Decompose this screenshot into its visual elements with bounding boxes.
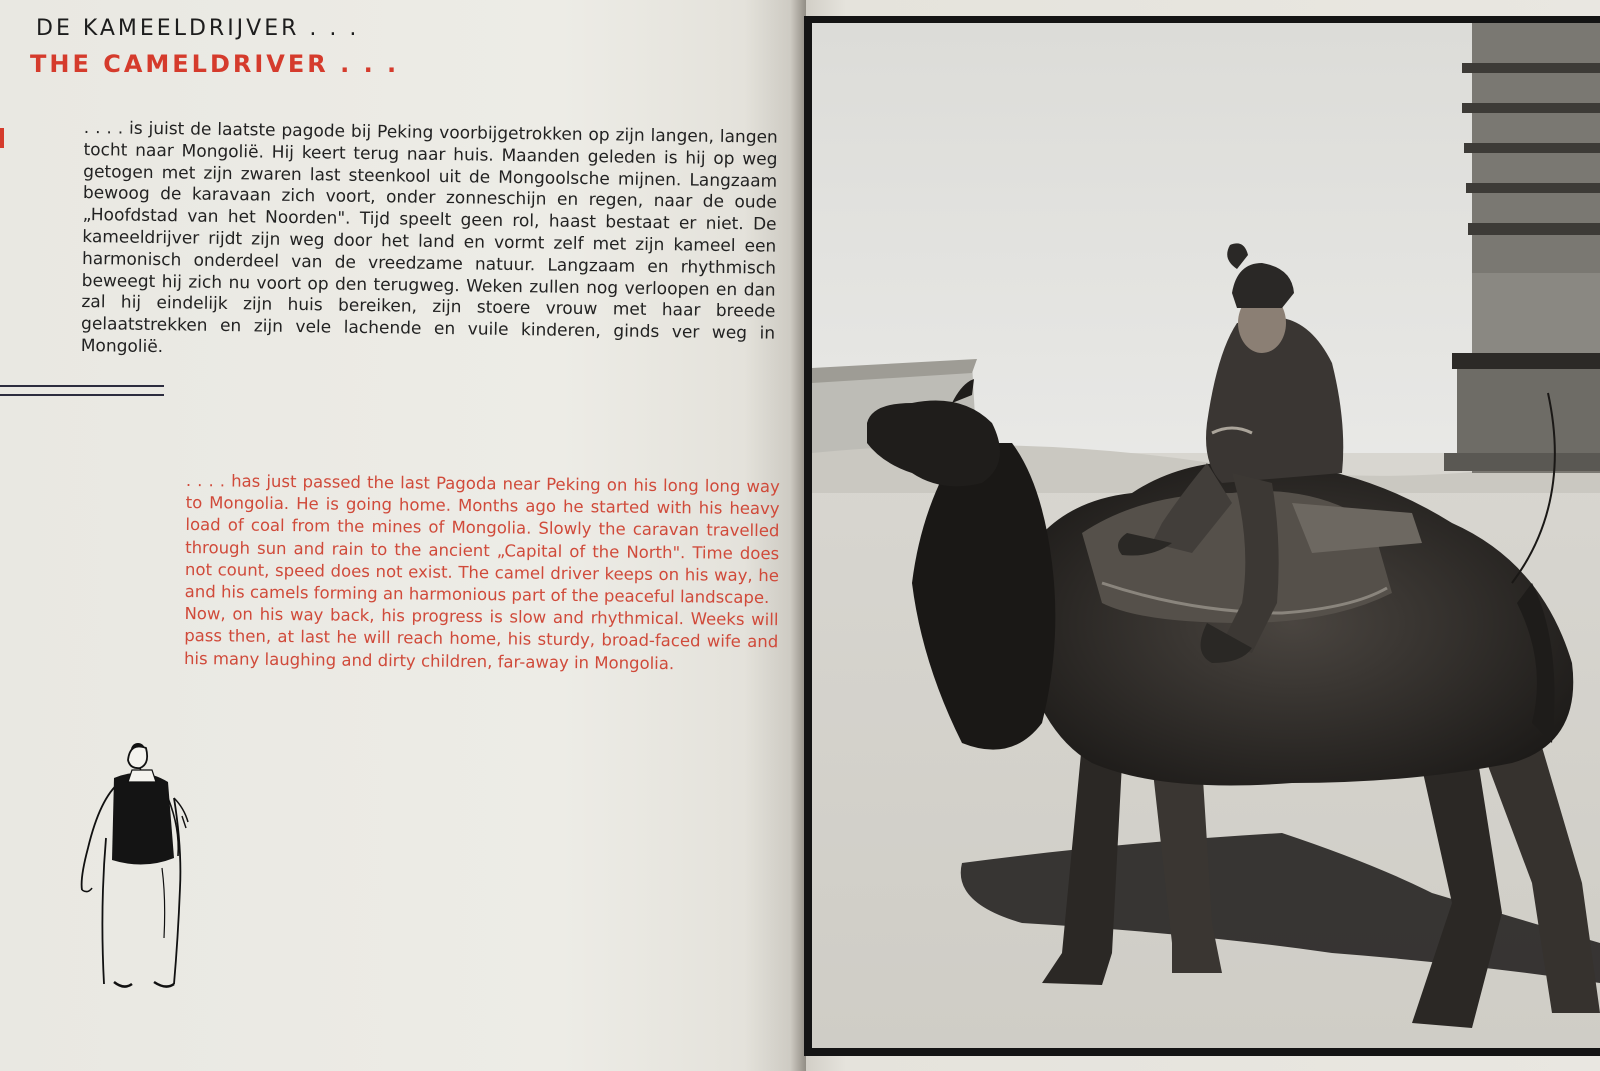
title-english: THE CAMELDRIVER . . . (30, 50, 400, 78)
camel-driver-photo (812, 23, 1600, 1048)
figure-sketch-illustration (70, 738, 200, 1000)
paragraph-dutch: . . . . is juist de laatste pagode bij Peking voorbijgetrokken op zijn langen, langen tocht naar Mongolië. Hij keert terug naar huis. Maanden geleden is hij op weg getogen met zijn zwaren last steenkool uit de Mongoolsche mijnen. Langzaam bewoog de karavaan zich voort, onder zonneschijn en regen, naar de oude „Hoofdstad van het Noorden". Tijd speelt geen rol, haast bestaat er niet. De kameeldrijver rijdt zijn weg door het land en vormt zelf met zijn kameel een harmonisch onderdeel van de vreedzame natuur. Langzaam en rhythmisch beweegt hij zich nu voort op den terugweg. Weken zullen nog verloopen en dan zal hij eindelijk zijn huis bereiken, zijn stoere vrouw met haar breede gelaatstrekken en zijn vele lachende en vuile kinderen, ginds ver weg in Mongolië. (80, 118, 778, 358)
red-edge-mark (0, 128, 4, 148)
paragraph-english (184, 470, 780, 676)
double-rule-top (0, 385, 164, 387)
paragraph-english-part-1: . . . . has just passed the last Pagoda near Peking on his long long way to Mongolia. He is going home. Months ago he started with his heavy load of coal from the mines of Mongolia. Slowly the caravan travelled through sun and rain to the ancient „Capital of the North". Time does not count, speed does not exist. The camel driver keeps on his way, he and his camels forming an harmonious part of the peaceful landscape. (184, 470, 780, 608)
double-rule-bottom (0, 394, 164, 396)
paragraph-english-part-2: Now, on his way back, his progress is slow and rhythmical. Weeks will pass then, at last he will reach home, his sturdy, broad-faced wife and his many laughing and dirty children, far-away in Mongolia. (183, 604, 779, 673)
title-dutch: DE KAMEELDRIJVER . . . (36, 16, 360, 41)
